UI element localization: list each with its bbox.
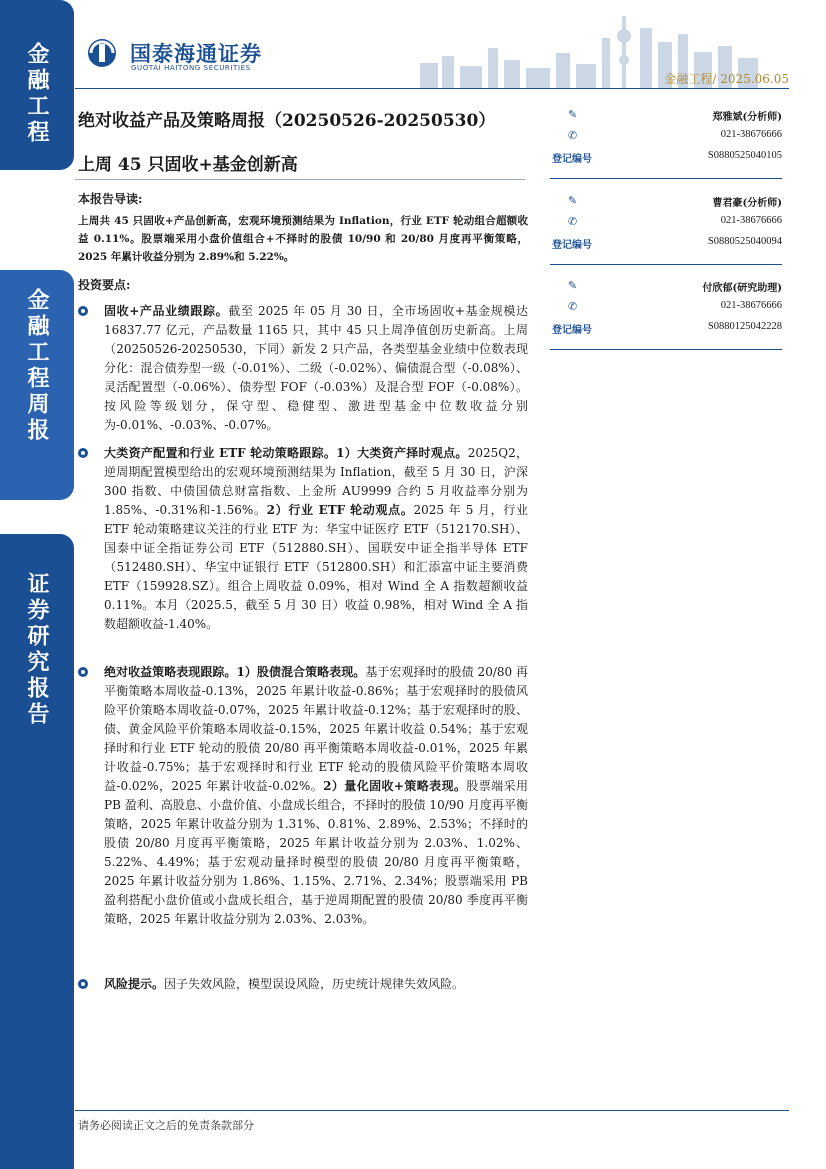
ring-bullet-icon [78, 448, 88, 458]
key-point-text: 因子失效风险，模型误设风险，历史统计规律失效风险。 [164, 977, 465, 991]
registration-number: S0880125042228 [707, 321, 782, 332]
title-divider [75, 179, 525, 180]
pen-icon: ✎ [568, 279, 578, 292]
analyst-name: 付欣郁(研究助理) [702, 283, 782, 294]
analyst-name: 郑雅斌(分析师) [712, 112, 782, 123]
analyst-name: 曹君豪(分析师) [712, 198, 782, 209]
guide-heading: 本报告导读: [78, 192, 143, 206]
registration-label: 登记编号 [552, 240, 592, 251]
analyst-phone: 021-38676666 [720, 300, 782, 311]
ring-bullet-icon [78, 667, 88, 677]
sidebar-block-report-type [0, 270, 74, 500]
ring-bullet-icon [78, 306, 88, 316]
key-point-lead: 大类资产配置和行业 ETF 轮动策略跟踪。1）大类资产择时观点。 [104, 446, 468, 460]
registration-number: S0880525040105 [707, 150, 782, 161]
pen-icon: ✎ [568, 108, 578, 121]
registration-label: 登记编号 [552, 325, 592, 336]
analyst-phone: 021-38676666 [720, 215, 782, 226]
registration-label: 登记编号 [552, 154, 592, 165]
analyst-phone: 021-38676666 [720, 129, 782, 140]
pen-icon: ✎ [568, 194, 578, 207]
key-points-heading: 投资要点: [78, 278, 131, 292]
key-point-fixed-income-plus [78, 302, 528, 435]
phone-icon: ✆ [568, 300, 578, 313]
key-point-text: 截至 2025 年 05 月 30 日，全市场固收+基金规模达 16837.77 亿元，产品数量 1165 只，其中 45 只上周净值创历史新高。上周（20250526-20250530，下同）新发 2 只产品，各类型基金业绩中位数表现分化：混合债券型一级（-0.01%）、二级（-0.02%）、偏债混合型（-0.08%）、灵活配置型（-0.06%）、债券型 FOF（-0.03%）及混合型 FOF（-0.08%）。按风险等级划分，保守型、稳健型、激进型基金中位数收益分别为-0.01%、-0.03%、-0.07%。 [104, 304, 528, 432]
key-point-lead: 绝对收益策略表现跟踪。1）股债混合策略表现。 [104, 665, 366, 679]
sidebar-block-category [0, 0, 74, 170]
key-point-text: 基于宏观择时的股债 20/80 再平衡策略本周收益-0.13%，2025 年累计收益-0.86%；基于宏观择时的股债风险平价策略本周收益-0.07%，2025 年累计收益-0.12%；基于宏观择时的股、债、黄金风险平价策略本周收益-0.15%，2025 年累计收益 0.54%；基于宏观择时和行业 ETF 轮动的股债 20/80 再平衡策略本周收益-0.01%，2025 年累计收益-0.75%；基于宏观择时和行业 ETF 轮动的股债风险平价策略本周收益-0.02%，2025 年累计收益-0.02%。 [104, 665, 528, 793]
sidebar-label-securities-research: 证券研究报告 [24, 572, 50, 728]
key-point-lead: 风险提示。 [104, 977, 165, 991]
analyst-card [550, 106, 782, 169]
key-point-lead: 固收+产品业绩跟踪。 [104, 304, 229, 318]
brand-name-english: GUOTAI HAITONG SECURITIES [131, 64, 251, 72]
analyst-divider [550, 349, 782, 350]
key-point-asset-allocation [78, 444, 528, 634]
key-point-lead-2: 2）量化固收+策略表现。 [323, 779, 467, 793]
footer-divider [75, 1110, 789, 1111]
report-category-date: 金融工程/ 2025.06.05 [664, 72, 789, 86]
brand-name: 国泰海通证券 [130, 42, 262, 66]
analyst-divider [550, 178, 782, 179]
phone-icon: ✆ [568, 129, 578, 142]
analyst-card [550, 277, 782, 340]
ring-bullet-icon [78, 979, 88, 989]
sidebar-block-securities-research [0, 534, 74, 1169]
brand-logo-icon [82, 38, 122, 68]
key-point-text-2: 股票端采用 PB 盈利、高股息、小盘价值、小盘成长组合，不择时的股债 10/90 月度再平衡策略，2025 年累计收益分别为 1.31%、0.81%、2.89%、2.53%；不择时的股债 20/80 月度再平衡策略，2025 年累计收益分别为 2.03%、1.02%、5.22%、4.49%；基于宏观动量择时模型的股债 20/80 月度再平衡策略，2025 年累计收益分别为 1.86%、1.15%、2.71%、2.34%；股票端采用 PB 盈利搭配小盘价值或小盘成长组合，基于逆周期配置的股债 20/80 季度再平衡策略，2025 年累计收益分别为 2.03%、2.03%。 [104, 779, 528, 926]
key-point-text-2: 2025 年 5 月，行业 ETF 轮动策略建议关注的行业 ETF 为：华宝中证医疗 ETF（512170.SH）、国泰中证全指证券公司 ETF（512880.SH）、国联安中证全指半导体 ETF（512480.SH）、华宝中证银行 ETF（512800.SH）和汇添富中证主要消费 ETF（159928.SZ）。组合上周收益 0.09%，相对 Wind 全 A 指数超额收益 0.11%。本月（2025.5，截至 5 月 30 日）收益 0.98%，相对 Wind 全 A 指数超额收益-1.40%。 [104, 503, 528, 631]
sidebar-label-report-type: 金融工程周报 [24, 288, 50, 444]
sidebar-label-category: 金融工程 [24, 42, 50, 146]
report-title: 绝对收益产品及策略周报（20250526-20250530） [78, 111, 496, 131]
key-point-text: 2025Q2，逆周期配置模型给出的宏观环境预测结果为 Inflation，截至 5 月 30 日，沪深 300 指数、中债国债总财富指数、上金所 AU9999 合约 5 月收益率分别为 1.85%、-0.31%和-1.56%。 [104, 446, 528, 517]
key-point-absolute-return [78, 663, 528, 929]
disclaimer-note: 请务必阅读正文之后的免责条款部分 [78, 1119, 254, 1132]
analyst-card [550, 192, 782, 255]
phone-icon: ✆ [568, 215, 578, 228]
header-divider [75, 88, 789, 89]
report-subtitle: 上周 45 只固收+基金创新高 [78, 155, 298, 175]
analyst-divider [550, 264, 782, 265]
key-point-risk-warning [78, 975, 528, 994]
registration-number: S0880525040094 [707, 236, 782, 247]
key-point-lead-2: 2）行业 ETF 轮动观点。 [266, 503, 414, 517]
guide-text: 上周共 45 只固收+产品创新高，宏观环境预测结果为 Inflation，行业 ETF 轮动组合超额收益 0.11%。股票端采用小盘价值组合+不择时的股债 10/90 和 20/80 月度再平衡策略，2025 年累计收益分别为 2.89%和 5.22%。 [78, 215, 528, 263]
